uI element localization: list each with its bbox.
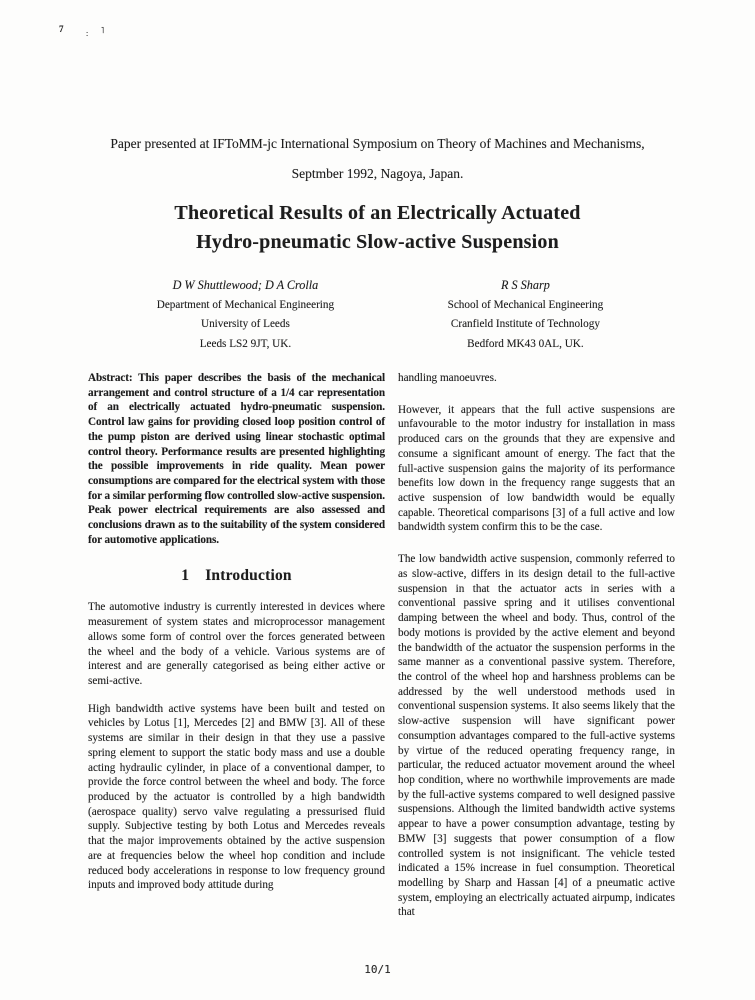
scan-artifact: ˥ (101, 26, 105, 35)
author-right-affiliation-2: Cranfield Institute of Technology (450, 318, 600, 330)
author-right-affiliation-3: Bedford MK43 0AL, UK. (467, 337, 584, 350)
author-left-names: D W Shuttlewood; D A Crolla (172, 278, 319, 292)
author-right (448, 276, 604, 354)
paper-title-line2: Hydro-pneumatic Slow-active Suspension (196, 230, 559, 253)
authors-block (100, 276, 660, 354)
author-right-affiliation-1: School of Mechanical Engineering (447, 298, 604, 311)
right-column (398, 371, 675, 937)
intro-paragraph-2-continued: handling manoeuvres. (398, 372, 497, 384)
intro-paragraph-4: The low bandwidth active suspension, commonly referred to as slow-active, differs in its design detail to the full-active suspension in that the actuator acts in series with a conventional passive spring and it utilises conventional damping between the wheel and body. Thus, control of the body motions is provided by the active element and beyond the bandwidth of the actuator the suspension performs in the same manner as a conventional passive system. Therefore, the control of the wheel hop and harshness problems can be addressed by the well understood methods used in conventional suspension systems. It also seems likely that the slow-active suspension will have significant power consumption advantages compared to the full-active systems by virtue of the reduced operating frequency range, in particular, the reduced actuator movement around the wheel hop condition, where no worthwhile improvements are made by the full-active systems compared to well designed passive suspensions. Although the limited bandwidth active systems appear to have a power consumption advantage, testing by BMW [3] suggests that power consumption of a flow controlled system is not insignificant. The vehicle tested indicated a 15% increase in fuel consumption. Theoretical modelling by Sharp and Hassan [4] of a pneumatic active system, employing an electrically actuated airpump, indicates that (398, 553, 675, 919)
scan-artifact: : (86, 29, 89, 38)
conference-note-line1: Paper presented at IFToMM-jc International Symposium on Theory of Machines and Mechanisms, (110, 136, 645, 151)
intro-paragraph-1: The automotive industry is currently interested in devices where measurement of system states and microprocessor management allows some form of control over the forces generated between the wheel and the body of a vehicle. Various systems are of interest and are generally categorised as being either active or semi-active. (88, 601, 385, 687)
conference-note-line2: Septmber 1992, Nagoya, Japan. (291, 166, 464, 181)
conference-note (60, 129, 695, 189)
scan-artifact: 7 (59, 24, 64, 34)
intro-paragraph-2: High bandwidth active systems have been built and tested on vehicles by Lotus [1], Mercedes [2] and BMW [3]. All of these systems are similar in their design in that they use a passive spring element to support the static body mass and use a double acting hydraulic cylinder, in place of a conventional damper, to provide the force control between the wheel and body. The force produced by the actuator is controlled by a high bandwidth (aerospace quality) servo valve regulating a pressurised fluid supply. Subjective testing by both Lotus and Mercedes reveals that the major improvements obtained by the active suspension are at frequencies below the wheel hop condition and include reduced body accelerations in response to low frequency ground inputs and improved body attitude during (88, 702, 385, 892)
author-left (157, 276, 334, 354)
paper-title-line1: Theoretical Results of an Electrically Actuated (174, 202, 581, 224)
paper-title (60, 199, 695, 256)
left-column (88, 371, 385, 937)
author-left-affiliation-3: Leeds LS2 9JT, UK. (199, 337, 292, 350)
section-number: 1 (181, 566, 190, 584)
author-right-names: R S Sharp (501, 278, 550, 292)
intro-paragraph-3: However, it appears that the full active suspensions are unfavourable to the motor industry for installation in mass produced cars on the grounds that they are expensive and consume a significant amount of energy. The fact that the full-active suspension gains the majority of its performance benefits low down in the frequency range suggests that an active suspension of low bandwidth would be equally capable. Theoretical comparisons [3] of a full active and low bandwidth system confirm this to be the case. (398, 403, 675, 534)
page-number: 10/1 (364, 963, 391, 976)
body-columns (88, 371, 675, 937)
author-left-affiliation-1: Department of Mechanical Engineering (156, 298, 335, 311)
section-title: Introduction (205, 566, 292, 584)
section-heading-introduction (88, 566, 385, 584)
author-left-affiliation-2: University of Leeds (200, 318, 290, 330)
abstract-paragraph: Abstract: This paper describes the basis of the mechanical arrangement and control structure of a 1/4 car representation of an electrically actuated hydro-pneumatic suspension. Control law gains for providing closed loop position control of the pump piston are derived using linear stochastic optimal control theory. Performance results are presented highlighting the possible improvements in ride quality. Mean power consumptions are compared for the electrical system with those for a similar performing flow controlled slow-active suspension. Peak power electrical requirements are also assessed and conclusions drawn as to the suitability of the system considered for automotive applications. (88, 372, 385, 546)
